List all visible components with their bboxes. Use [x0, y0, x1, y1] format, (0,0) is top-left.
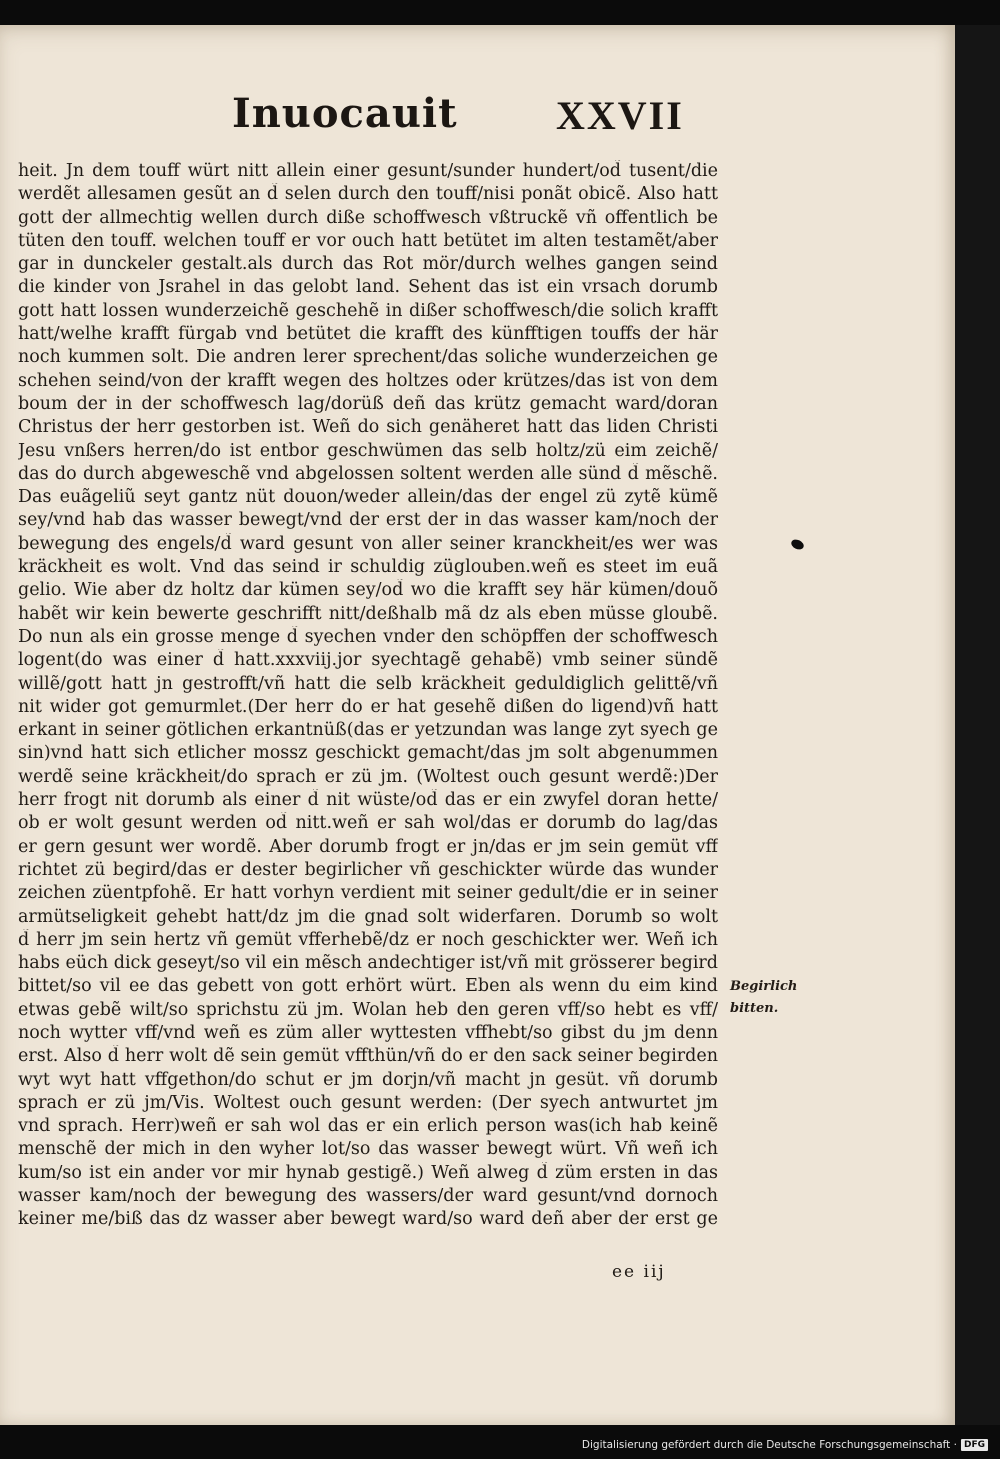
text-line: bewegung des engels/d̃ ward gesunt von aller seiner kranckheit/es wer was	[18, 533, 718, 554]
text-line: wasser kam/noch der bewegung des wassers/der ward gesunt/vnd dornoch	[18, 1186, 718, 1207]
signature-mark: ee iij	[612, 1262, 666, 1282]
text-line: schehen seind/von der krafft wegen des holtzes oder krützes/das ist von dem	[18, 370, 718, 391]
text-line: vnd sprach. Herr)weñ er sah wol das er ein erlich person was(ich hab keinẽ	[18, 1116, 718, 1137]
marginal-note-line: bitten.	[730, 1001, 779, 1016]
marginal-note-line: Begirlich	[730, 979, 798, 994]
text-line: zeichen züentpfohẽ. Er hatt vorhyn verdient mit seiner gedult/die er in seiner	[18, 883, 718, 904]
text-line: Das euãgeliũ seyt gantz nüt douon/weder allein/das der engel zü zytẽ kümẽ	[18, 487, 718, 508]
text-line: das do durch abgeweschẽ vnd abgelossen soltent werden alle sünd d̃ mẽschẽ.	[18, 463, 718, 484]
page-edge-shadow	[955, 25, 1000, 1425]
main-text-block	[18, 160, 718, 1232]
dfg-logo: DFG	[961, 1439, 988, 1451]
text-line: sin)vnd hatt sich etlicher mossz geschickt gemacht/das jm solt abgenummen	[18, 743, 718, 764]
text-line: habẽt wir kein bewerte geschrifft nitt/deßhalb mã dz als eben müsse gloubẽ.	[18, 603, 718, 624]
text-line: gar in dunckeler gestalt.als durch das Rot mör/durch welhes gangen seind	[18, 254, 718, 275]
text-line: erkant in seiner götlichen erkantnüß(das er yetzundan was lange zyt syech ge	[18, 720, 718, 741]
footer-credit-text: Digitalisierung gefördert durch die Deutsche Forschungsgemeinschaft ·	[581, 1439, 957, 1451]
text-line: Jesu vnßers herren/do ist entbor geschwümen das selb holtz/zü eim zeichẽ/	[18, 440, 718, 461]
text-line: wyt wyt hatt vffgethon/do schut er jm dorjn/vñ macht jn gesüt. vñ dorumb	[18, 1069, 718, 1090]
text-line: gelio. Wie aber dz holtz dar kümen sey/od̃ wo die krafft sey här kümen/douõ	[18, 580, 718, 601]
text-line: keiner me/biß das dz wasser aber bewegt ward/so ward deñ aber der erst ge	[18, 1209, 718, 1230]
text-line: gott der allmechtig wellen durch diße schoffwesch vßtruckẽ vñ offentlich be	[18, 207, 718, 228]
text-line: nit wider got gemurmlet.(Der herr do er hat gesehẽ dißen do ligend)vñ hatt	[18, 696, 718, 717]
text-line: hatt/welhe krafft fürgab vnd betütet die krafft des künfftigen touffs der här	[18, 324, 718, 345]
text-line: werdẽ seine kräckheit/do sprach er zü jm. (Woltest ouch gesunt werdẽ:)Der	[18, 766, 718, 787]
text-line: gott hatt lossen wunderzeichẽ geschehẽ in dißer schoffwesch/die solich krafft	[18, 300, 718, 321]
text-line: heit. Jn dem touff würt nitt allein einer gesunt/sunder hundert/od̃ tusent/die	[18, 161, 718, 181]
text-line: herr frogt nit dorumb als einer d̃ nit wüste/od̃ das er ein zwyfel doran hette/	[18, 790, 718, 811]
digitization-footer	[582, 1435, 988, 1455]
text-line: er gern gesunt wer wordẽ. Aber dorumb frogt er jn/das er jm sein gemüt vff	[18, 836, 718, 857]
running-head	[0, 72, 955, 142]
folio-number: XXVII	[556, 93, 684, 138]
text-line: sprach er zü jm/Vis. Woltest ouch gesunt werden: (Der syech antwurtet jm	[18, 1092, 718, 1113]
text-line: boum der in der schoffwesch lag/dorüß deñ das krütz gemacht ward/doran	[18, 393, 718, 414]
running-head-title: Inuocauit	[232, 90, 458, 137]
marginal-note	[730, 976, 797, 1020]
text-line: logent(do was einer d̃ hatt.xxxviij.jor syechtagẽ gehabẽ) vmb seiner sündẽ	[18, 650, 718, 671]
text-line: kum/so ist ein ander vor mir hynab gestigẽ.) Weñ alweg d̃ züm ersten in das	[18, 1162, 718, 1183]
text-line: noch wytter vff/vnd weñ es züm aller wyttesten vffhebt/so gibst du jm denn	[18, 1022, 718, 1043]
text-line: armütseligkeit gehebt hatt/dz jm die gnad solt widerfaren. Dorumb so wolt	[18, 906, 718, 927]
text-line: sey/vnd hab das wasser bewegt/vnd der erst der in das wasser kam/noch der	[18, 510, 718, 531]
text-line: noch kummen solt. Die andren lerer sprechent/das soliche wunderzeichen ge	[18, 347, 718, 368]
text-line: richtet zü begird/das er dester begirlicher vñ geschickter würde das wunder	[18, 859, 718, 880]
text-line: tüten den touff. welchen touff er vor ouch hatt betütet im alten testamẽt/aber	[18, 230, 718, 251]
text-line: menschẽ der mich in den wyher lot/so das wasser bewegt würt. Vñ weñ ich	[18, 1139, 718, 1160]
text-line: Do nun als ein grosse menge d̃ syechen vnder den schöpffen der schoffwesch	[18, 626, 718, 647]
text-line: Christus der herr gestorben ist. Weñ do sich genäheret hatt das liden Christi	[18, 417, 718, 438]
text-line: bittet/so vil ee das gebett von gott erhört würt. Eben als wenn du eim kind	[18, 976, 718, 997]
text-line: willẽ/gott hatt jn gestrofft/vñ hatt die selb kräckheit geduldiglich gelittẽ/vñ	[18, 673, 718, 694]
text-line: erst. Also d̃ herr wolt dẽ sein gemüt vffthün/vñ do er den sack seiner begirden	[18, 1046, 718, 1067]
text-line: kräckheit es wolt. Vnd das seind ir schuldig züglouben.weñ es steet im euã	[18, 557, 718, 578]
text-line: ob er wolt gesunt werden od̃ nitt.weñ er sah wol/das er dorumb do lag/das	[18, 813, 718, 834]
text-line: die kinder von Jsrahel in das gelobt land. Sehent das ist ein vrsach dorumb	[18, 277, 718, 298]
text-line: d̃ herr jm sein hertz vñ gemüt vfferhebẽ/dz er noch geschickter wer. Weñ ich	[18, 929, 718, 950]
text-line: werdẽt allesamen gesũt an d̃ selen durch den touff/nisi ponãt obicẽ. Also hatt	[18, 184, 718, 205]
text-line: etwas gebẽ wilt/so sprichstu zü jm. Wolan heb den geren vff/so hebt es vff/	[18, 999, 718, 1020]
text-line: habs eüch dick geseyt/so vil ein mẽsch andechtiger ist/vñ mit grösserer begird	[18, 953, 718, 974]
